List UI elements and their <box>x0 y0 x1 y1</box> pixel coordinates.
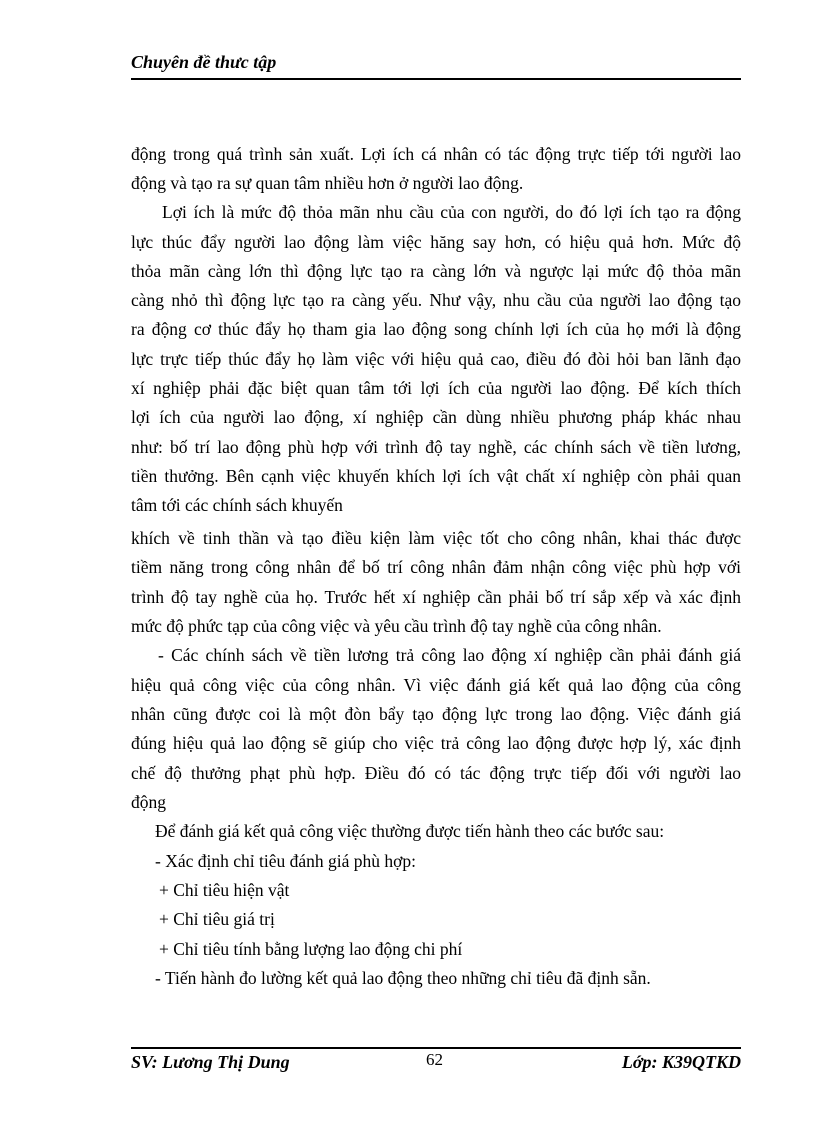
list-item: + Chỉ tiêu hiện vật <box>159 880 290 900</box>
text-line: Lợi ích là mức độ thỏa mãn nhu cầu của con người, do đó lợi ích tạo ra động <box>162 202 741 222</box>
list-item: + Chỉ tiêu giá trị <box>159 909 275 929</box>
text-line: mức độ phức tạp của công việc và yêu cầu trình độ tay nghề của công nhân. <box>131 616 662 636</box>
page-number: 62 <box>426 1050 443 1069</box>
text-line: tiềm năng trong công nhân để bố trí công nhân đảm nhận công việc phù hợp với <box>131 557 741 577</box>
text-line: - Các chính sách về tiền lương trả công lao động xí nghiệp cần phải đánh giá <box>158 645 741 665</box>
text-line: động <box>131 792 166 812</box>
text-line: ra động cơ thúc đẩy họ tham gia lao động song chính lợi ích của họ mới là động <box>131 319 741 339</box>
list-item: + Chỉ tiêu tính bằng lượng lao động chi phí <box>159 939 463 959</box>
list-item: - Xác định chỉ tiêu đánh giá phù hợp: <box>155 851 416 871</box>
text-line: khích về tinh thần và tạo điều kiện làm việc tốt cho công nhân, khai thác được <box>131 528 741 548</box>
text-line: động và tạo ra sự quan tâm nhiều hơn ở người lao động. <box>131 173 524 193</box>
footer-class: Lớp: K39QTKD <box>621 1052 741 1072</box>
text-line: tiền thưởng. Bên cạnh việc khuyến khích lợi ích vật chất xí nghiệp còn phải quan <box>131 466 741 486</box>
text-line: lực thúc đẩy người lao động làm việc hăng say hơn, có hiệu quả hơn. Mức độ <box>131 232 741 252</box>
header-title: Chuyên đề thưc tập <box>131 52 277 72</box>
text-line: càng nhỏ thì động lực tạo ra càng yếu. Như vậy, nhu cầu của người lao động tạo <box>131 290 741 310</box>
text-line: tâm tới các chính sách khuyến <box>131 495 343 515</box>
text-line: xí nghiệp phải đặc biệt quan tâm tới lợi ích của người lao động. Để kích thích <box>131 378 741 398</box>
text-line: Để đánh giá kết quả công việc thường được tiến hành theo các bước sau: <box>155 821 665 841</box>
list-item: - Tiến hành đo lường kết quả lao động theo những chỉ tiêu đã định sẵn. <box>155 968 651 988</box>
text-line: lợi ích của người lao động, xí nghiệp cần dùng nhiều phương pháp khác nhau <box>131 407 741 427</box>
page-header <box>131 52 741 80</box>
text-line: nhân cũng được coi là một đòn bẩy tạo động lực trong lao động. Việc đánh giá <box>131 704 741 724</box>
text-line: lực trực tiếp thúc đẩy họ làm việc với hiệu quả cao, điều đó đòi hỏi ban lãnh đạo <box>131 349 741 369</box>
text-line: đúng hiệu quả lao động sẽ giúp cho việc trả công lao động được hợp lý, xác định <box>131 733 741 753</box>
text-line: chế độ thưởng phạt phù hợp. Điều đó có tác động trực tiếp đối với người lao <box>131 763 741 783</box>
text-line: như: bố trí lao động phù hợp với trình độ tay nghề, các chính sách về tiền lương, <box>131 437 741 457</box>
text-line: thỏa mãn càng lớn thì động lực tạo ra càng lớn và ngược lại mức độ thỏa mãn <box>131 261 741 281</box>
page-footer <box>131 1047 741 1073</box>
footer-divider <box>131 1047 741 1049</box>
footer-student-name: SV: Lương Thị Dung <box>131 1052 290 1072</box>
text-line: động trong quá trình sản xuất. Lợi ích cá nhân có tác động trực tiếp tới người lao <box>131 144 741 164</box>
text-line: hiệu quả công việc của công nhân. Vì việc đánh giá kết quả lao động của công <box>131 675 741 695</box>
text-line: trình độ tay nghề của họ. Trước hết xí nghiệp cần phải bố trí sắp xếp và xác định <box>131 587 741 607</box>
